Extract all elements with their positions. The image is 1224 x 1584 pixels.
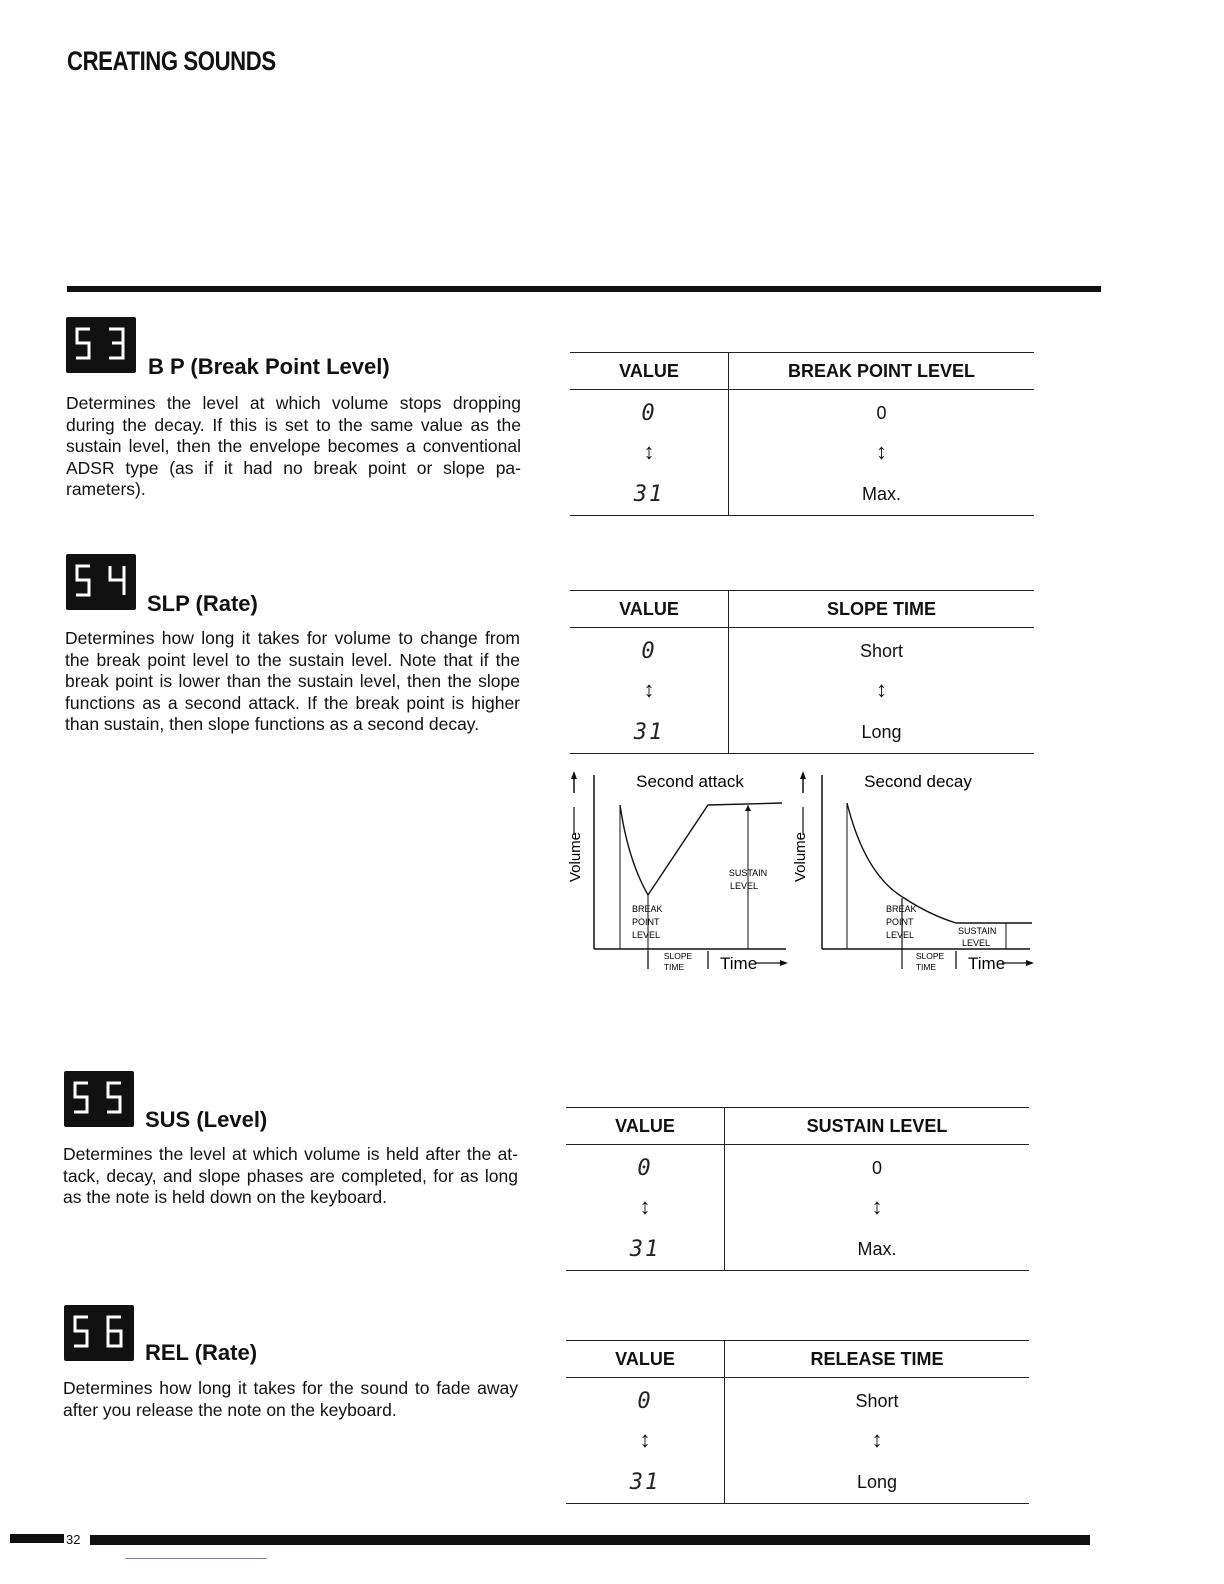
value-table-54 [570, 590, 1034, 754]
sustain-label: SUSTAIN [728, 868, 768, 878]
range-arrow-icon: ↕ [639, 1194, 651, 1219]
page-number: 32 [66, 1532, 81, 1547]
min-value: 0 [637, 1155, 653, 1181]
sustain-label: SUSTAIN [958, 926, 997, 936]
value-table-55 [566, 1107, 1029, 1271]
table-header-range: BREAK POINT LEVEL [729, 353, 1035, 390]
table-header-value: VALUE [566, 1341, 725, 1378]
range-arrow-icon: ↕ [643, 677, 655, 702]
footer-faint-line [125, 1558, 267, 1559]
max-label: Max. [725, 1228, 1030, 1271]
param-description-54: Determines how long it takes for volume to change from the break point level to the sustain level. Note that if the break point is lower than the sustain level, then the slope functions as a second attack. If the break point is higher than sustain, then slope functions as a second decay. [65, 628, 520, 734]
table-header-range: RELEASE TIME [725, 1341, 1030, 1378]
param-code-badge-55 [64, 1071, 134, 1127]
slope-label: SLOPE [663, 951, 693, 961]
min-value: 0 [641, 638, 657, 664]
param-code-badge-54 [66, 554, 136, 610]
param-title-56: REL (Rate) [145, 1340, 258, 1365]
value-table-56 [566, 1340, 1029, 1504]
seven-segment-53-icon [66, 317, 136, 373]
diagram-title: Second decay [864, 772, 972, 791]
slope-label-2: TIME [915, 962, 937, 972]
table-header-range: SLOPE TIME [729, 591, 1035, 628]
table-header-value: VALUE [570, 353, 729, 390]
param-code-badge-53 [66, 317, 136, 373]
max-label: Max. [729, 473, 1035, 516]
break-point-label: BREAK [886, 904, 917, 914]
param-title-55: SUS (Level) [145, 1107, 268, 1132]
second-decay-diagram [792, 771, 1034, 973]
param-description-55: Determines the level at which volume is held after the attack, decay, and slope phases are completed, for as long as the note is held down on the keyboard. [63, 1144, 518, 1207]
min-value: 0 [641, 400, 657, 426]
seven-segment-55-icon [64, 1071, 134, 1127]
max-label: Long [729, 711, 1035, 754]
x-axis-label: Time [720, 954, 758, 973]
min-value: 0 [637, 1388, 653, 1414]
y-axis-label: Volume [792, 831, 809, 883]
range-arrow-icon: ↕ [639, 1427, 651, 1452]
table-header-range: SUSTAIN LEVEL [725, 1108, 1030, 1145]
table-header-value: VALUE [570, 591, 729, 628]
param-title-54: SLP (Rate) [147, 591, 258, 616]
max-value: 31 [633, 481, 665, 507]
break-point-label-2: POINT [632, 917, 660, 927]
min-label: Short [859, 640, 904, 661]
break-point-label-3: LEVEL [886, 930, 915, 940]
range-arrow-icon: ↕ [876, 439, 887, 464]
break-point-label: BREAK [632, 904, 663, 914]
max-value: 31 [629, 1236, 661, 1262]
max-value: 31 [633, 719, 665, 745]
footer-bar-right [90, 1535, 1090, 1545]
max-value: 31 [629, 1469, 661, 1495]
range-arrow-icon: ↕ [871, 1427, 883, 1452]
param-title-53: B P (Break Point Level) [148, 354, 390, 379]
sustain-label-2: LEVEL [729, 881, 759, 891]
min-label: 0 [871, 1157, 882, 1178]
range-arrow-icon: ↕ [643, 439, 655, 464]
axis-arrow-icon [571, 771, 577, 779]
slope-label-2: TIME [663, 962, 685, 972]
second-attack-diagram [567, 771, 788, 973]
range-arrow-icon: ↕ [871, 1194, 883, 1219]
sustain-label-2: LEVEL [962, 938, 991, 948]
param-code-badge-56 [64, 1305, 134, 1361]
range-arrow-icon: ↕ [876, 677, 887, 702]
param-description-53: Determines the level at which volume stops dropping during the decay. If this is set to the same value as the sustain level, then the envelope becomes a conventional ADSR type (as if it had no break point or slope parameters). [66, 393, 521, 499]
param-description-56: Determines how long it takes for the sound to fade away after you release the note on the keyboard. [63, 1378, 518, 1420]
x-axis-label: Time [968, 954, 1006, 973]
break-point-label-3: LEVEL [632, 930, 661, 940]
value-table-53 [570, 352, 1034, 516]
seven-segment-54-icon [66, 554, 136, 610]
slope-label: SLOPE [915, 951, 945, 961]
min-label: 0 [876, 402, 887, 423]
envelope-diagrams [560, 765, 1050, 980]
break-point-label-2: POINT [886, 917, 914, 927]
diagram-title: Second attack [636, 772, 744, 791]
table-header-value: VALUE [566, 1108, 725, 1145]
min-label: Short [855, 1390, 899, 1411]
header-rule [67, 286, 1101, 292]
footer-bar-left [10, 1534, 64, 1543]
seven-segment-56-icon [64, 1305, 134, 1361]
y-axis-label: Volume [567, 831, 584, 883]
max-label: Long [725, 1461, 1030, 1504]
page-title: CREATING SOUNDS [67, 46, 276, 76]
axis-arrow-icon [800, 771, 806, 779]
